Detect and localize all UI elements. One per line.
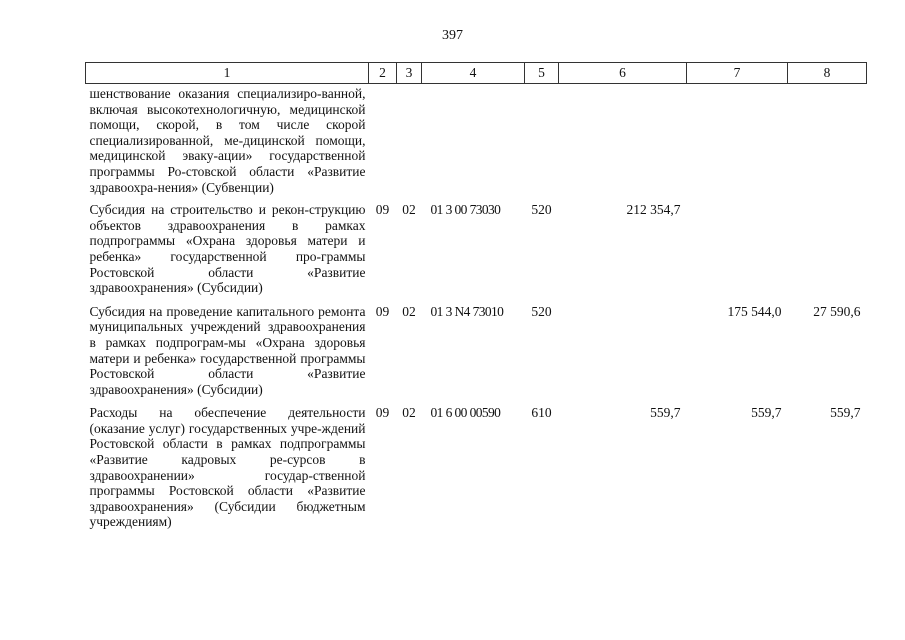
- table-row: [86, 302, 867, 404]
- header-col-1: 1: [86, 63, 369, 84]
- header-col-2: 2: [369, 63, 397, 84]
- table-row: [86, 200, 867, 302]
- row-expense-type: 520: [531, 303, 552, 319]
- header-row: [86, 63, 867, 84]
- table-header: [86, 63, 867, 84]
- row-section: 09: [375, 405, 390, 421]
- row-description: Субсидия на строительство и рекон-струкцию объектов здравоохранения в рамках подпрограммы «Охрана здоровья матери и ребенка» государственной про-граммы Ростовской области «Развитие здравоохранения» (Субсидии): [89, 202, 366, 296]
- row-subsection: 02: [402, 202, 416, 218]
- row-expense-type: 610: [531, 405, 552, 421]
- page-number: 397: [442, 28, 463, 43]
- row-amount-col-8: 559,7: [830, 405, 861, 421]
- row-amount-col-6: 559,7: [650, 405, 681, 421]
- row-subsection: 02: [402, 303, 416, 319]
- row-amount-col-7: 559,7: [751, 405, 782, 421]
- row-amount-col-6: [559, 84, 687, 201]
- header-col-4: 4: [422, 63, 525, 84]
- row-target-article: 01 3 N4 73010: [430, 303, 504, 319]
- header-col-5: 5: [525, 63, 559, 84]
- header-col-8: 8: [788, 63, 867, 84]
- row-expense-type: [525, 84, 559, 201]
- row-section: 09: [375, 202, 390, 218]
- row-description: Расходы на обеспечение деятельности (оказание услуг) государственных учре-ждений Ростовской области в рамках подпрограммы «Развитие кадровых ре-сурсов в здравоохранении» государ-ственной программы Ростовской области «Развитие здравоохранения» (Субсидии бюджетным учреждениям): [89, 405, 366, 530]
- row-amount-col-7: 175 544,0: [727, 303, 782, 319]
- header-col-6: 6: [559, 63, 687, 84]
- table-row: [86, 84, 867, 201]
- row-description: шенствование оказания специализиро-ванной, включая высокотехнологичную, медицинской помощи, скорой, в том числе скорой специализированной, ме-дицинской помощи, медицинской эваку-ации» государственной программы Ро-стовской области «Развитие здравоохра-нения» (Субвенции): [89, 86, 366, 195]
- row-section: 09: [375, 303, 390, 319]
- row-section: [369, 84, 397, 201]
- header-col-7: 7: [687, 63, 788, 84]
- header-col-3: 3: [397, 63, 422, 84]
- row-amount-col-8: 27 590,6: [813, 303, 861, 319]
- table-row: [86, 403, 867, 536]
- row-amount-col-8: [788, 84, 867, 201]
- row-description: Субсидия на проведение капитального ремонта муниципальных учреждений здравоохранения в рамках подпрограм-мы «Охрана здоровья матери и ребенка» государственной программы Ростовской области «Развитие здравоохранения» (Субсидии): [89, 303, 366, 397]
- budget-table: [85, 62, 867, 536]
- row-amount-col-7: [687, 200, 788, 302]
- row-amount-col-6: [559, 302, 687, 404]
- row-subsection: [397, 84, 422, 201]
- row-target-article: 01 6 00 00590: [430, 405, 501, 421]
- row-amount-col-7: [687, 84, 788, 201]
- row-subsection: 02: [402, 405, 416, 421]
- row-target-article: 01 3 00 73030: [430, 202, 501, 218]
- row-amount-col-8: [788, 200, 867, 302]
- row-target-article: [422, 84, 525, 201]
- table-body: [86, 84, 867, 537]
- row-amount-col-6: 212 354,7: [626, 202, 681, 218]
- row-expense-type: 520: [531, 202, 552, 218]
